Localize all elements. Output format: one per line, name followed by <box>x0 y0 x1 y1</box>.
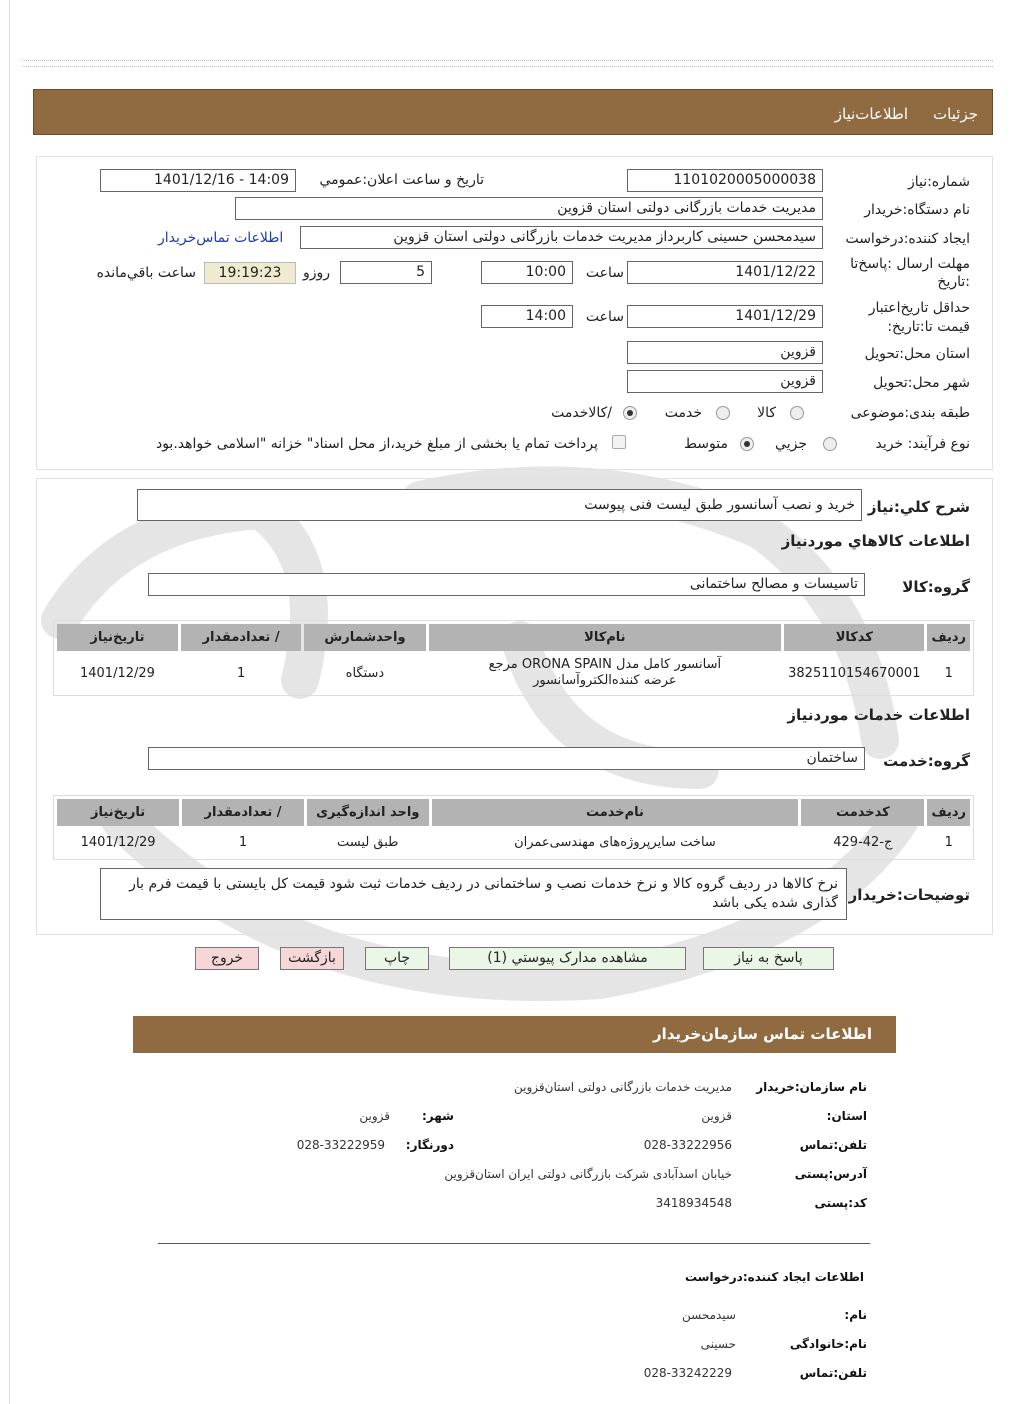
back-button[interactable]: بازگشت <box>280 947 344 970</box>
org-name-label: نام سازمان:خریدار <box>756 1080 867 1094</box>
header-need-info: اطلاعات‌نیاز <box>834 105 908 123</box>
need-number-field: 1101020005000038 <box>627 169 823 192</box>
days-word: روزو <box>302 265 330 281</box>
creator-family-value: حسینی <box>700 1337 736 1351</box>
category-goods-label: کالا <box>757 405 776 421</box>
col-qty: / تعدادمقدار <box>181 624 301 651</box>
buyer-label: نام دستگاه:خریدار <box>864 202 970 218</box>
general-desc-label: شرح کلي:نیاز <box>867 498 970 516</box>
services-section-title: اطلاعات خدمات موردنیاز <box>787 706 970 724</box>
exit-button[interactable]: خروج <box>195 947 259 970</box>
buyer-notes-label: توضیحات:خریدار <box>848 886 970 904</box>
fax-label: دورنگار: <box>405 1138 454 1152</box>
col-date: تاریخ‌نیاز <box>57 624 178 651</box>
col-qty: / تعدادمقدار <box>182 799 304 826</box>
need-number-label: شماره:نیاز <box>907 174 970 190</box>
buyer-contact-link[interactable]: اطلاعات تماس‌خریدار <box>158 230 284 246</box>
services-table <box>53 795 974 860</box>
category-service-radio[interactable] <box>716 406 730 420</box>
validity-label-1: حداقل تاریخ‌اعتبار <box>868 300 970 316</box>
cell-goods-code: 3825110154670001 <box>788 665 921 681</box>
category-label: طبقه بندی:موضوعی <box>850 405 970 421</box>
validity-label-2: قیمت تا:تاریخ: <box>887 319 970 335</box>
category-service-label: خدمت <box>664 405 702 421</box>
details-header <box>33 89 993 135</box>
province-contact-label: استان: <box>826 1109 867 1123</box>
col-row: ردیف <box>927 624 970 651</box>
city-contact-value: قزوین <box>359 1109 390 1123</box>
remaining-time: 19:19:23 <box>204 262 296 284</box>
deadline-label-2: :تاریخ <box>937 274 970 290</box>
goods-table <box>53 620 974 696</box>
province-contact-value: قزوین <box>701 1109 732 1123</box>
announce-label: تاریخ و ساعت اعلان:عمومي <box>319 172 484 188</box>
creator-name-value: سیدمحسن <box>682 1308 736 1322</box>
goods-group-field: تاسیسات و مصالح ساختمانی <box>148 573 865 596</box>
deadline-time-field: 10:00 <box>481 261 573 284</box>
col-goods-code: کدکالا <box>784 624 924 651</box>
creator-phone-value: 028-33242229 <box>643 1366 732 1380</box>
header-details: جزئیات <box>933 105 978 123</box>
validity-time-word: ساعت <box>585 309 624 325</box>
treasury-checkbox[interactable] <box>612 435 626 449</box>
process-medium-label: متوسط <box>684 436 728 452</box>
address-label: آدرس:پستی <box>794 1167 867 1181</box>
province-field: قزوین <box>627 341 823 364</box>
col-service-name: نام‌خدمت <box>432 799 799 826</box>
cell-goods-name <box>429 654 782 692</box>
phone-value: 028-33222956 <box>643 1138 732 1152</box>
fax-value: 028-33222959 <box>296 1138 385 1152</box>
cell-unit: طبق لیست <box>337 835 399 850</box>
goods-name-line-2: عرضه کننده‌الکتروآسانسور <box>533 673 677 688</box>
buyer-field: مدیریت خدمات بازرگانی دولتی استان قزوین <box>235 197 823 220</box>
cell-date: 1401/12/29 <box>79 665 155 681</box>
goods-table-header <box>57 624 970 651</box>
general-desc-field: خرید و نصب آسانسور طبق لیست فنی پیوست <box>137 489 862 521</box>
top-divider <box>22 60 993 67</box>
contact-section-header <box>133 1016 896 1053</box>
category-both-radio[interactable] <box>623 406 637 420</box>
creator-field: سیدمحسن حسینی کاربرداز مدیریت خدمات بازرگانی دولتی استان قزوین <box>300 226 823 249</box>
city-contact-label: شهر: <box>422 1109 454 1123</box>
goods-section-title: اطلاعات کالاهاي موردنیاز <box>781 532 970 550</box>
cell-qty: 1 <box>236 665 246 681</box>
cell-service-code: ج-42-429 <box>833 835 893 850</box>
service-group-field: ساختمان <box>148 747 865 770</box>
table-row <box>57 654 970 692</box>
col-date: تاریخ‌نیاز <box>57 799 179 826</box>
process-small-radio[interactable] <box>823 437 837 451</box>
cell-row: 1 <box>944 665 953 681</box>
postal-code-label: کد:پستی <box>814 1196 867 1210</box>
services-table-header <box>57 799 970 826</box>
days-field: 5 <box>340 261 432 284</box>
phone-label: تلفن:تماس <box>799 1138 867 1152</box>
contact-divider <box>158 1243 870 1244</box>
buyer-notes-field: نرخ کالاها در ردیف گروه کالا و نرخ خدمات نصب و ساختمانی در ردیف خدمات ثبت شود قیمت کل بایستی با قیمت فرم بار گذاری شده یکی باشد <box>100 868 847 920</box>
page-left-rule <box>9 0 10 1404</box>
process-small-label: جزیي <box>775 436 807 452</box>
service-group-label: گروه:خدمت <box>883 752 970 770</box>
deadline-label-1: مهلت ارسال :پاسخ‌تا <box>850 256 970 272</box>
col-service-code: کدخدمت <box>801 799 924 826</box>
cell-row: 1 <box>944 835 953 850</box>
goods-name-line-1: آسانسور کامل مدل ORONA SPAIN مرجع <box>488 657 722 672</box>
col-unit: واحد اندازه‌گیری <box>307 799 429 826</box>
postal-code-value: 3418934548 <box>655 1196 732 1210</box>
col-goods-name: نام‌کالا <box>429 624 782 651</box>
validity-date-field: 1401/12/29 <box>627 305 823 328</box>
city-label: شهر محل:تحویل <box>873 375 970 391</box>
creator-family-label: نام:خانوادگی <box>789 1337 867 1351</box>
creator-phone-label: تلفن:تماس <box>799 1366 867 1380</box>
reply-button[interactable]: پاسخ به نیاز <box>703 947 834 970</box>
deadline-time-word: ساعت <box>585 265 624 281</box>
print-button[interactable]: چاپ <box>365 947 429 970</box>
org-name-value: مدیریت خدمات بازرگانی دولتی استان‌قزوین <box>514 1080 732 1094</box>
table-row <box>57 829 970 856</box>
treasury-note: پرداخت تمام یا بخشی از مبلغ خرید،از محل اسناد" خزانه "اسلامی خواهد.بود <box>155 436 598 452</box>
process-label: نوع فرآیند: خرید <box>875 436 970 452</box>
city-field: قزوین <box>627 370 823 393</box>
province-label: استان محل:تحویل <box>864 346 970 362</box>
creator-info-title: اطلاعات ایجاد کننده:درخواست <box>684 1270 864 1284</box>
col-unit: واحدشمارش <box>304 624 425 651</box>
cell-qty: 1 <box>238 835 248 850</box>
address-value: خیابان اسدآبادی شرکت بازرگانی دولتی ایران استان‌قزوین <box>444 1167 732 1181</box>
deadline-date-field: 1401/12/22 <box>627 261 823 284</box>
goods-group-label: گروه:کالا <box>902 578 970 596</box>
creator-name-label: نام: <box>844 1308 867 1322</box>
category-goods-radio[interactable] <box>790 406 804 420</box>
category-both-label: /کالاخدمت <box>551 405 612 421</box>
announce-field: 1401/12/16 - 14:09 <box>100 169 296 192</box>
contact-section-title: اطلاعات تماس سازمان‌خریدار <box>652 1025 872 1043</box>
process-medium-radio[interactable] <box>740 437 754 451</box>
col-row: ردیف <box>927 799 970 826</box>
cell-unit: دستگاه <box>345 665 385 681</box>
cell-service-name: ساخت سایرپروژه‌های مهندسی‌عمران <box>514 835 716 850</box>
view-attachments-button[interactable]: مشاهده مدارک پیوستي (1) <box>449 947 686 970</box>
creator-label: ایجاد کننده:درخواست <box>845 231 970 247</box>
cell-date: 1401/12/29 <box>80 835 156 850</box>
validity-time-field: 14:00 <box>481 305 573 328</box>
remaining-word: ساعت باقي‌مانده <box>96 265 196 281</box>
